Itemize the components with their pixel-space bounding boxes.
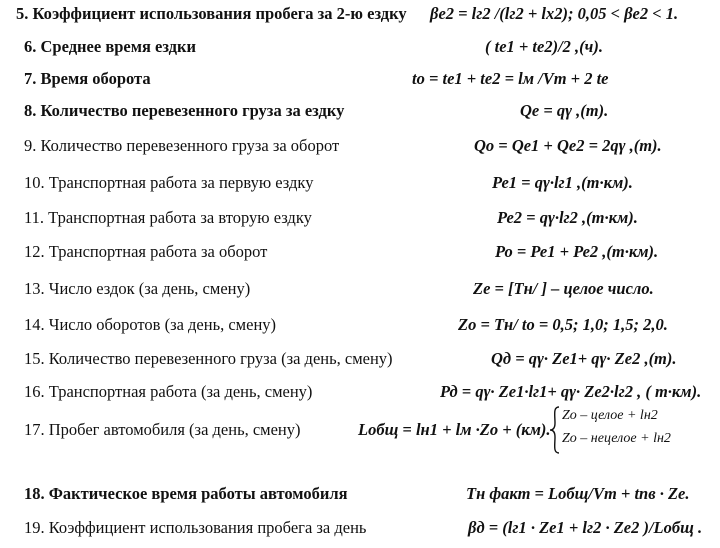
row-formula: Ре1 = qγ·lг1 ,(т·км). — [492, 173, 633, 192]
row-14 — [0, 315, 720, 345]
row-9 — [0, 136, 720, 166]
row-11 — [0, 208, 720, 238]
row-7 — [0, 69, 720, 99]
row-label: 10. Транспортная работа за первую ездку — [24, 173, 314, 192]
row-formula: Тн факт = Lобщ/Vт + tпв · Zе. — [466, 484, 690, 503]
row-formula: Ре2 = qγ·lг2 ,(т·км). — [497, 208, 638, 227]
row-formula: Qе = qγ ,(т). — [520, 101, 609, 120]
row-5 — [0, 4, 720, 34]
row-formula: Qд = qγ· Zе1+ qγ· Zе2 ,(т). — [491, 349, 677, 368]
piecewise-cases — [548, 405, 690, 455]
row-10 — [0, 173, 720, 203]
case-noninteger: Zо – нецелое + lн2 — [562, 431, 671, 446]
row-label: 12. Транспортная работа за оборот — [24, 242, 268, 261]
row-19 — [0, 518, 720, 548]
row-label: 13. Число ездок (за день, смену) — [24, 279, 251, 298]
row-15 — [0, 349, 720, 379]
row-label: 11. Транспортная работа за вторую ездку — [24, 208, 312, 227]
row-formula: ( tе1 + tе2)/2 ,(ч). — [485, 37, 603, 56]
row-formula: Lобщ = lн1 + lм ·Zо + (км). — [358, 420, 551, 439]
row-formula: Zе = [Тн/ ] – целое число. — [473, 279, 654, 298]
row-label: 19. Коэффициент использования пробега за день — [24, 518, 367, 537]
row-formula: Ро = Ре1 + Ре2 ,(т·км). — [495, 242, 659, 261]
row-8 — [0, 101, 720, 131]
row-label: 16. Транспортная работа (за день, смену) — [24, 382, 313, 401]
row-label: 18. Фактическое время работы автомобиля — [24, 484, 348, 503]
row-label: 8. Количество перевезенного груза за ездку — [24, 101, 345, 120]
row-formula: Рд = qγ· Zе1·lг1+ qγ· Zе2·lг2 , ( т·км). — [440, 382, 702, 401]
row-label: 7. Время оборота — [24, 69, 151, 88]
row-label: 6. Среднее время ездки — [24, 37, 197, 56]
row-formula: Zо = Тн/ tо = 0,5; 1,0; 1,5; 2,0. — [458, 315, 668, 334]
row-13 — [0, 279, 720, 309]
row-label: 15. Количество перевезенного груза (за день, смену) — [24, 349, 393, 368]
row-formula: Qо = Qе1 + Qе2 = 2qγ ,(т). — [474, 136, 662, 155]
row-18 — [0, 484, 720, 514]
row-12 — [0, 242, 720, 272]
row-label: 9. Количество перевезенного груза за оборот — [24, 136, 340, 155]
row-label: 17. Пробег автомобиля (за день, смену) — [24, 420, 301, 439]
row-formula: βе2 = lг2 /(lг2 + lх2); 0,05 < βе2 < 1. — [430, 4, 679, 23]
case-integer: Zо – целое + lн2 — [562, 408, 658, 423]
row-label: 14. Число оборотов (за день, смену) — [24, 315, 277, 334]
row-formula: tо = tе1 + tе2 = lм /Vт + 2 tе — [412, 69, 609, 88]
left-brace-icon — [548, 405, 562, 455]
row-6 — [0, 37, 720, 67]
row-formula: βд = (lг1 · Zе1 + lг2 · Zе2 )/Lобщ . — [468, 518, 703, 537]
row-label: 5. Коэффициент использования пробега за 2-ю ездку — [16, 4, 407, 23]
